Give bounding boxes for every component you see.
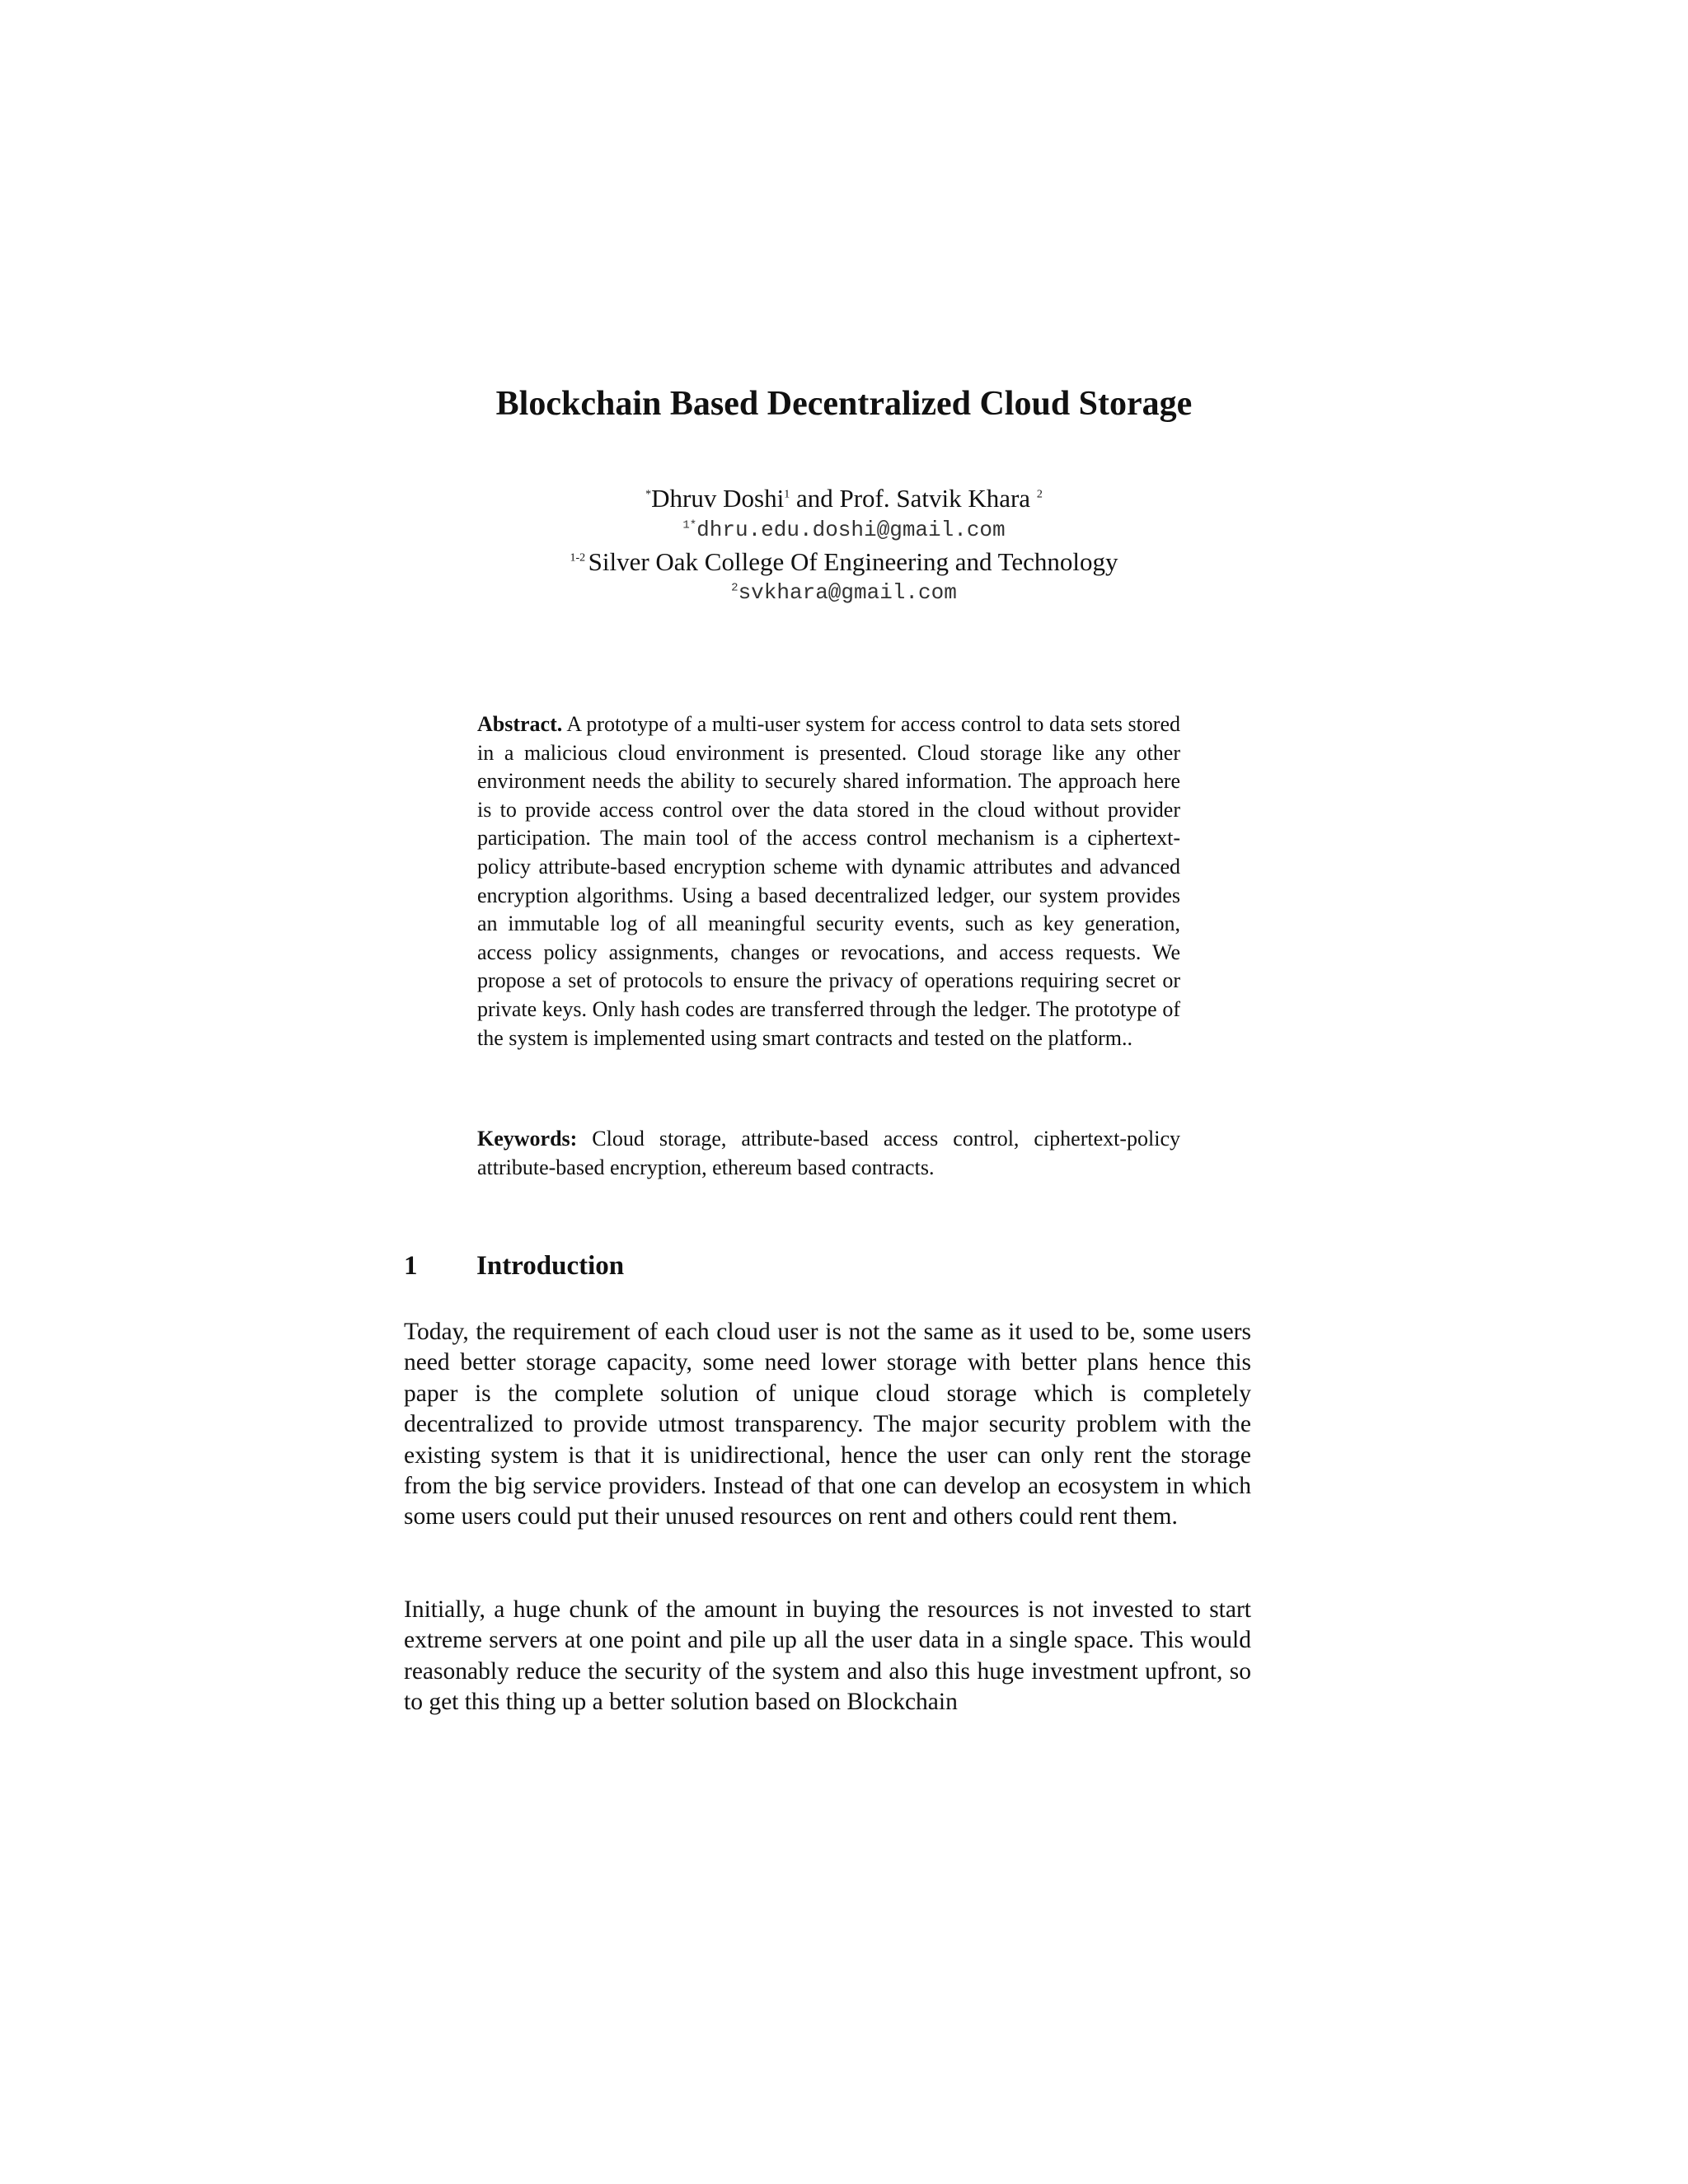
- keywords-text: Cloud storage, attribute-based access control, ciphertext-policy attribute-based encryption, ethereum based contracts.: [477, 1127, 1180, 1179]
- affiliation-line: [0, 544, 1688, 580]
- paper-title: Blockchain Based Decentralized Cloud Storage: [495, 385, 1193, 423]
- keywords-label: Keywords:: [477, 1127, 578, 1151]
- abstract-text: A prototype of a multi-user system for access control to data sets stored in a malicious cloud environment is presented. Cloud storage like any other environment needs the ability to securely shared information. The approach here is to provide access control over the data stored in the cloud without provider participation. The main tool of the access control mechanism is a ciphertext-policy attribute-based encryption scheme with dynamic attributes and advanced encryption algorithms. Using a based decentralized ledger, our system provides an immutable log of all meaningful security events, such as key generation, access policy assignments, changes or revocations, and access requests. We propose a set of protocols to ensure the privacy of operations requiring secret or private keys. Only hash codes are transferred through the ledger. The prototype of the system is implemented using smart contracts and tested on the platform..: [477, 712, 1180, 1050]
- section-number: 1: [404, 1251, 418, 1281]
- abstract: [477, 710, 1180, 1052]
- author2-email-line: [0, 579, 1688, 607]
- section-heading: [404, 1248, 624, 1284]
- section-title: Introduction: [476, 1251, 625, 1281]
- author2-superscript: 2: [1036, 488, 1043, 501]
- affiliation: Silver Oak College Of Engineering and Technology: [588, 547, 1118, 576]
- author-line: [0, 481, 1688, 516]
- body-paragraph: Today, the requirement of each cloud user is not the same as it used to be, some users need better storage capacity, some need lower storage with better plans hence this paper is the complete solution of unique cloud storage which is completely decentralized to provide utmost transparency. The major security problem with the existing system is that it is unidirectional, hence the user can only rent the storage from the big service providers. Instead of that one can develop an ecosystem in which some users could put their unused resources on rent and others could rent them.: [404, 1319, 1251, 1530]
- author1-email-line: [0, 516, 1688, 544]
- author1-email: dhru.edu.doshi@gmail.com: [696, 518, 1006, 542]
- author1-name: Dhruv Doshi: [651, 484, 785, 513]
- email1-superscript: 1*: [682, 518, 697, 532]
- keywords: [477, 1124, 1180, 1182]
- abstract-label: Abstract.: [477, 712, 563, 736]
- affiliation-superscript: 1-2: [570, 551, 588, 565]
- body-paragraph: Initially, a huge chunk of the amount in buying the resources is not invested to start extreme servers at one point and pile up all the user data in a single space. This would reasonably reduce the security of the system and also this huge investment upfront, so to get this thing up a better solution based on Blockchain: [404, 1596, 1251, 1716]
- author1-superscript: 1: [784, 488, 790, 501]
- author2-email: svkhara@gmail.com: [738, 580, 957, 605]
- author1-marker: *: [645, 488, 652, 501]
- email2-superscript: 2: [731, 581, 738, 595]
- author-connector: and Prof. Satvik Khara: [790, 484, 1037, 513]
